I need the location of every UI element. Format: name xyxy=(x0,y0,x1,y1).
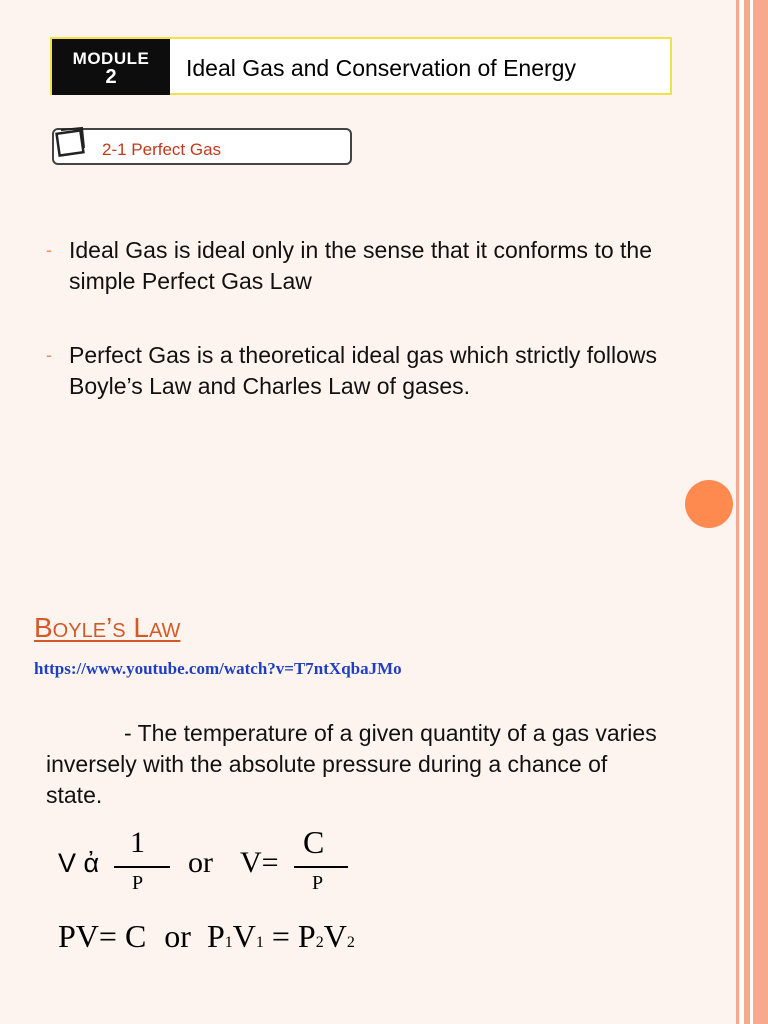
subscript: 2 xyxy=(346,934,355,951)
module-header xyxy=(50,37,672,95)
bullet-marker: - xyxy=(46,345,52,365)
boyles-law-heading: Boyle’s Law xyxy=(34,612,181,643)
subscript: 2 xyxy=(315,934,324,951)
video-link[interactable]: https://www.youtube.com/watch?v=T7ntXqbaJMo xyxy=(34,659,402,678)
module-title: Ideal Gas and Conservation of Energy xyxy=(186,55,576,81)
note-icon xyxy=(52,124,92,169)
formula-or: or xyxy=(164,918,191,954)
formula-p1: P xyxy=(206,918,225,954)
formula-lhs: V ἀ xyxy=(58,848,100,878)
section-label: 2-1 Perfect Gas xyxy=(102,140,222,159)
decorative-circle xyxy=(685,480,733,528)
fraction-denominator: P xyxy=(132,872,144,894)
module-badge-word: MODULE xyxy=(72,49,150,68)
formula-v2: V xyxy=(323,918,347,954)
formula-v1: V xyxy=(232,918,256,954)
side-stripe xyxy=(753,0,768,1024)
formula-lhs-2: V= xyxy=(240,846,279,879)
boyles-law-description: - The temperature of a given quantity of a gas varies inversely with the absolute pressure during a chance of state. xyxy=(46,720,657,808)
module-badge-number: 2 xyxy=(105,66,117,88)
fraction-denominator: P xyxy=(312,872,324,894)
bullet-text: Perfect Gas is a theoretical ideal gas which strictly follows Boyle’s Law and Charles Law of gases. xyxy=(69,342,658,399)
subscript: 1 xyxy=(224,934,233,951)
bullet-item xyxy=(46,235,666,297)
formula-or: or xyxy=(188,846,213,879)
fraction-bar xyxy=(294,866,348,868)
formula-p2: P xyxy=(297,918,316,954)
subscript: 1 xyxy=(255,934,264,951)
bullet-item xyxy=(46,340,666,402)
formula-equals: = xyxy=(263,918,298,954)
fraction-bar xyxy=(114,866,170,868)
side-stripe xyxy=(736,0,739,1024)
fraction-numerator: C xyxy=(303,824,325,860)
section-tab xyxy=(52,128,352,165)
formula-pv-part: PV= C xyxy=(58,918,147,954)
fraction-numerator: 1 xyxy=(130,826,145,859)
formula-pv xyxy=(58,918,355,955)
bullet-marker: - xyxy=(46,240,52,260)
bullet-text: Ideal Gas is ideal only in the sense that it conforms to the simple Perfect Gas Law xyxy=(69,237,652,294)
module-badge xyxy=(52,39,170,95)
